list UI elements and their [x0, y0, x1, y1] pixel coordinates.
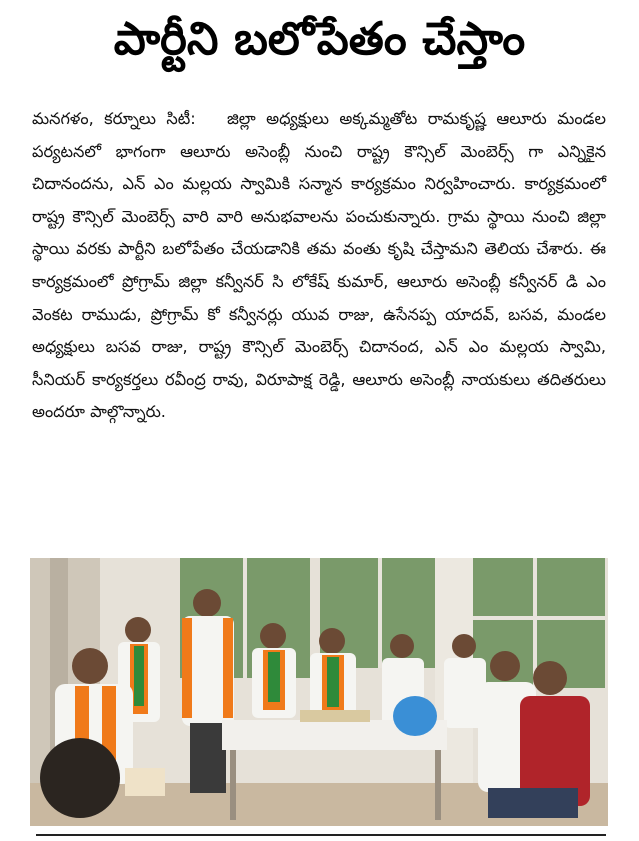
article-body [32, 103, 606, 429]
news-photo [30, 558, 608, 826]
photo-person-front-bottom-left [40, 738, 120, 818]
news-photo-illustration [30, 558, 608, 826]
headline: పార్టీని బలోపేతం చేస్తాం [113, 12, 526, 65]
dateline: మనగళం, కర్నూలు సిటీ: [32, 109, 196, 128]
photo-blue-bag [393, 696, 437, 736]
article-text: జిల్లా అధ్యక్షులు అక్కమ్మతోట రామకృష్ణ ఆలూరు మండల పర్యటనలో భాగంగా ఆలూరు అసెంబ్లీ నుంచి రాష్ట్ర కౌన్సిల్ మెంబెర్స్ గా ఎన్నికైన చిదానందను, ఎన్ ఎం మల్లయ స్వామికి సన్మాన కార్యక్రమం నిర్వహించారు. కార్యక్రమంలో రాష్ట్ర కౌన్సిల్ మెంబెర్స్ వారి వారి అనుభవాలను పంచుకున్నారు. గ్రామ స్థాయి నుంచి జిల్లా స్థాయి వరకు పార్టీని బలోపేతం చేయడానికి తమ వంతు కృషి చేస్తామని తెలియ చేశారు. ఈ కార్యక్రమంలో ప్రోగ్రామ్ జిల్లా కన్వీనర్ సి లోకేష్ కుమార్, ఆలూరు అసెంబ్లీ కన్వీనర్ డి ఎం వెంకట రాముడు, ప్రోగ్రామ్ కో కన్వీనర్లు యువ రాజు, ఉసేనప్ప యాదవ్, బసవ, మండల అధ్యక్షులు బసవ రాజు, రాష్ట్ర కౌన్సిల్ మెంబెర్స్ చిదానంద, ఎన్ ఎం మల్లయ స్వామి, సీనియర్ కార్యకర్తలు రవీంద్ర రావు, విరూపాక్ష రెడ్డి, ఆలూరు అసెంబ్లీ నాయకులు తదితరులు అందరూ పాల్గొన్నారు. [32, 109, 606, 422]
bottom-rule [36, 834, 606, 836]
photo-book [300, 710, 370, 722]
